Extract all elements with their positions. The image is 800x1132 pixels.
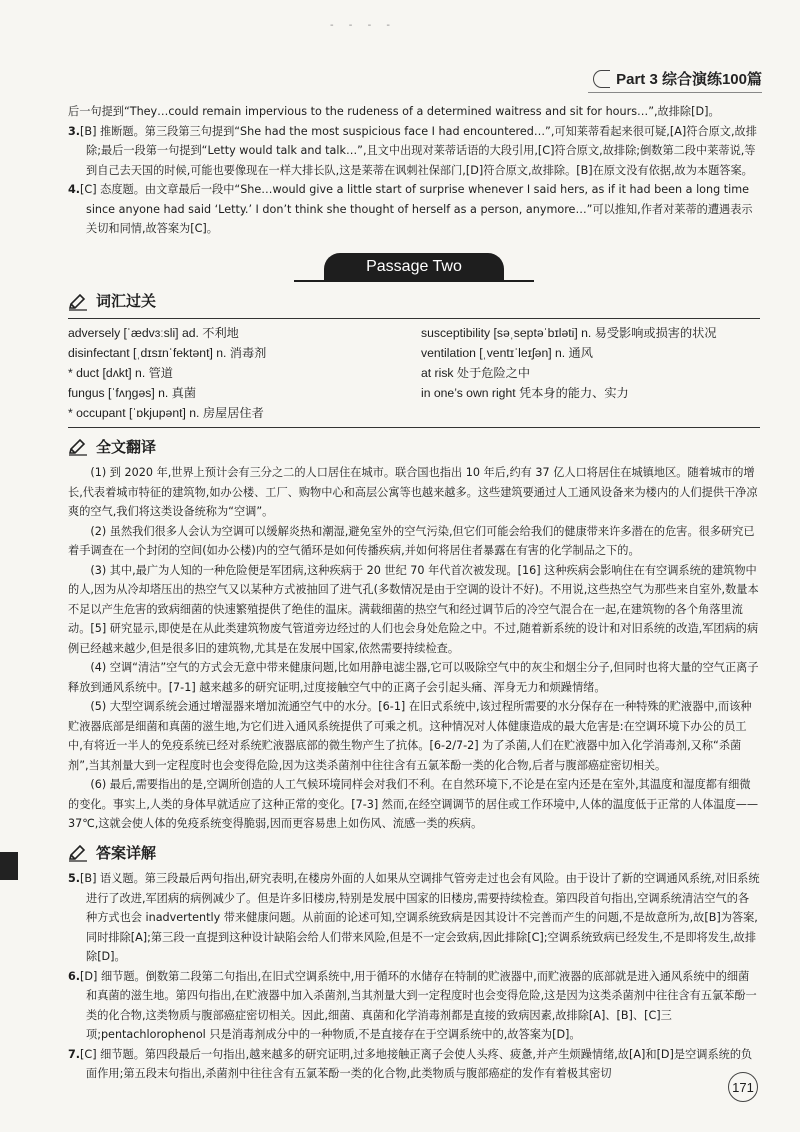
top-marks: - - - - <box>330 20 396 31</box>
vocab-item: ventilation [ˌventɪˈleɪʃən] n. 通风 <box>421 345 593 360</box>
answer-7 <box>68 1045 760 1084</box>
answers-title: 答案详解 <box>96 843 157 862</box>
prev-answer-text: 后一句提到“They…could remain impervious to the rudeness of a determined waitress and sit for hours…”,故排除[D]。 <box>68 105 720 118</box>
translation-paragraph: (4) 空调“清洁”空气的方式会无意中带来健康问题,比如用静电滤尘器,它可以吸除空气中的灰尘和烟尘分子,但同时也将大量的空气正离子释放到通风系统中。[7-1] 越来越多的研究证明,过度接触空气中的正离子会引起头痛、浑身无力和烦躁情绪。 <box>68 661 759 694</box>
vocab-title: 词汇过关 <box>96 292 157 310</box>
vocab-item: at risk 处于危险之中 <box>421 365 531 380</box>
translation-heading <box>68 438 760 458</box>
passage-title: Passage Two <box>324 253 504 283</box>
running-header <box>593 68 762 89</box>
prev-answer-continuation <box>68 102 760 122</box>
vocab-item: susceptibility [səˌseptəˈbɪləti] n. 易受影响或损害的状况 <box>421 325 717 340</box>
vocab-item: * duct [dʌkt] n. 管道 <box>68 365 173 380</box>
answer-5 <box>68 869 760 967</box>
content <box>68 102 760 1084</box>
answer-text: [D] 细节题。倒数第二段第二句指出,在旧式空调系统中,用于循环的水储存在特制的贮液器中,而贮液器的底部就是进入通风系统中的细菌和真菌的滋生地。第四句指出,在贮液器中加入杀菌剂,当其剂量大到一定程度时也会变得危险,这是因为这类杀菌剂中往往含有五氯苯酚一类的化合物,这类物质与腹部癌症密切相关。因此,细菌、真菌和化学消毒剂都是直接的致病因素,故排除[A]、[B]、[C]三项;pentachlorophenol 只是消毒剂成分中的一种物质,不是直接存在于空调系统中的,故答案为[D]。 <box>80 969 757 1041</box>
translation-paragraph: (6) 最后,需要指出的是,空调所创造的人工气候环境同样会对我们不利。在自然环境下,不论是在室内还是在室外,其温度和湿度都有细微的变化。事实上,人类的身体早就适应了这种正常的变化。[7-3] 然而,在经空调调节的居住或工作环境中,人体的温度低于正常的人体温度—— 37℃,这就会使人体的免疫系统变得脆弱,因而更容易患上如伤风、流感一类的疾病。 <box>68 778 759 830</box>
translation-paragraph: (3) 其中,最广为人知的一种危险便是军团病,这种疾病于 20 世纪 70 年代首次被发现。[16] 这种疾病会影响住在有空调系统的建筑物中的人,因为从冷却塔压出的热空气又以某种方式被抽回了进气孔(多数情况是由于空调的设计不好)。不用说,这些热空气为那些来自室外,数量本不足以产生危害的致病细菌的快速繁殖提供了绝佳的温床。满载细菌的热空气和经过调节后的冷空气混合在一起,在建筑物的各个角落里流动。[5] 研究显示,即使是在从此类建筑物废气管道旁边经过的人们也会身处危险之中。不过,随着新系统的设计和对旧系统的改造,军团病的病例已经越来越少,但是很多旧的建筑物,尤其是在发展中国家,依然需要持续检查。 <box>68 563 759 655</box>
translation-title: 全文翻译 <box>96 437 157 456</box>
translation-paragraph: (5) 大型空调系统会通过增湿器来增加流通空气中的水分。[6-1] 在旧式系统中,该过程所需要的水分保存在一种特殊的贮液器中,而该种贮液器底部是细菌和真菌的滋生地,为它们进入通风系统提供了可乘之机。这种情况对人体健康造成的最大危害是:在空调环境下办公的员工中,有将近一半人的免疫系统已经对系统贮液器底部的微生物产生了抗体。[6-2/7-2] 为了杀菌,人们在贮液器中加入化学消毒剂,又称“杀菌剂”,当其剂量大到一定程度时也会变得危险,因为这类杀菌剂中往往含有五氯苯酚一类的化合物,后者与腹部癌症密切相关。 <box>68 700 752 772</box>
header-rule <box>588 92 762 93</box>
page-number: 171 <box>728 1072 758 1102</box>
vocab-left-column <box>68 323 407 423</box>
answer-text: [B] 推断题。第三段第三句提到“She had the most suspicious face I had encountered…”,可知莱蒂看起来很可疑,[A]符合原文,故排除;最后一段第一句提到“Letty would talk and talk…”,且文中出现对莱蒂话语的大段引用,[C]符合原文,故排除;倒数第二段中莱蒂说,等到自己去天国的时候,可能也要像现在一样大排长队,这是莱蒂在讽刺社保部门,[D]符合原文,故排除。[B]在原文没有依据,故为本题答案。 <box>80 124 757 177</box>
answer-text: [C] 态度题。由文章最后一段中“She…would give a little start of surprise whenever I said hers, as if it had been a long time since anyone had said ‘Letty.’ I don’t think she thought of herself as a person, anymore…”可以推知,作者对莱蒂的遭遇表示关切和同情,故答案为[C]。 <box>80 183 753 235</box>
translation-paragraph: (1) 到 2020 年,世界上预计会有三分之二的人口居住在城市。联合国也指出 10 年后,约有 37 亿人口将居住在城镇地区。随着城市的增长,代表着城市特征的建筑物,如办公楼、工厂、购物中心和高层公寓等也越来越多。这些建筑要通过人工通风设备来为楼内的人们提供干净凉爽的空气,我们将这类设备统称为“空调”。 <box>68 466 758 518</box>
vocab-item: * occupant [ˈɒkjupənt] n. 房屋居住者 <box>68 405 264 420</box>
pencil-icon <box>68 438 88 456</box>
answer-4 <box>68 180 760 239</box>
answers-heading <box>68 844 760 864</box>
translation <box>68 463 760 834</box>
translation-paragraph: (2) 虽然我们很多人会认为空调可以缓解炎热和潮湿,避免室外的空气污染,但它们可能会给我们的健康带来许多潜在的危害。很多研究已着手调查在一个封闭的空间(如办公楼)内的空气循环是如何传播疾病,并如何将居住者暴露在有害的化学制品之下的。 <box>68 524 755 557</box>
answer-text: [B] 语义题。第三段最后两句指出,研究表明,在楼房外面的人如果从空调排气管旁走过也会有风险。由于设计了新的空调通风系统,对旧系统进行了改进,军团病的病例减少了。但是许多旧楼房,特别是发展中国家的旧楼房,需要持续检查。第四段首句指出,空调系统清洁空气的各种方式也会 inadvertently 带来健康问题。从前面的论述可知,空调系统致病是因其设计不完善而产生的问题,不是故意所为,故[B]为答案,同时排除[A];第三段一直提到这种设计缺陷会给人们带来风险,但是不一定会致病,因此排除[C];空调系统致病已经发生,不是即将发生,故排除[D]。 <box>80 872 760 963</box>
vocab-item: fungus [ˈfʌŋɡəs] n. 真菌 <box>68 385 197 400</box>
vocab-heading <box>68 292 760 312</box>
pencil-icon <box>68 844 88 862</box>
pencil-icon <box>68 293 88 311</box>
vocab-item: adversely [ˈædvɜːsli] ad. 不利地 <box>68 325 239 340</box>
answer-6 <box>68 967 760 1045</box>
vocab-table <box>68 318 760 428</box>
answer-3 <box>68 122 760 181</box>
answer-num: 7. <box>68 1047 81 1061</box>
passage-heading <box>68 253 760 283</box>
answer-num: 3. <box>68 124 81 138</box>
vocab-right-column <box>407 323 760 423</box>
answer-text: [C] 细节题。第四段最后一句指出,越来越多的研究证明,过多地接触正离子会使人头疼、疲惫,并产生烦躁情绪,故[A]和[D]是空调系统的负面作用;第五段末句指出,杀菌剂中往往含有五氯苯酚一类的化合物,此类物质与腹部癌症的发作有着极其密切 <box>80 1047 753 1080</box>
vocab-item: disinfectant [ˌdɪsɪnˈfektənt] n. 消毒剂 <box>68 345 267 360</box>
answer-num: 4. <box>68 183 81 196</box>
margin-tab <box>0 852 18 880</box>
vocab-item: in one’s own right 凭本身的能力、实力 <box>421 385 629 400</box>
answer-num: 6. <box>68 969 81 983</box>
header-label: Part 3 综合演练100篇 <box>616 71 762 88</box>
answer-num: 5. <box>68 872 81 885</box>
header-arc-icon <box>593 70 610 88</box>
